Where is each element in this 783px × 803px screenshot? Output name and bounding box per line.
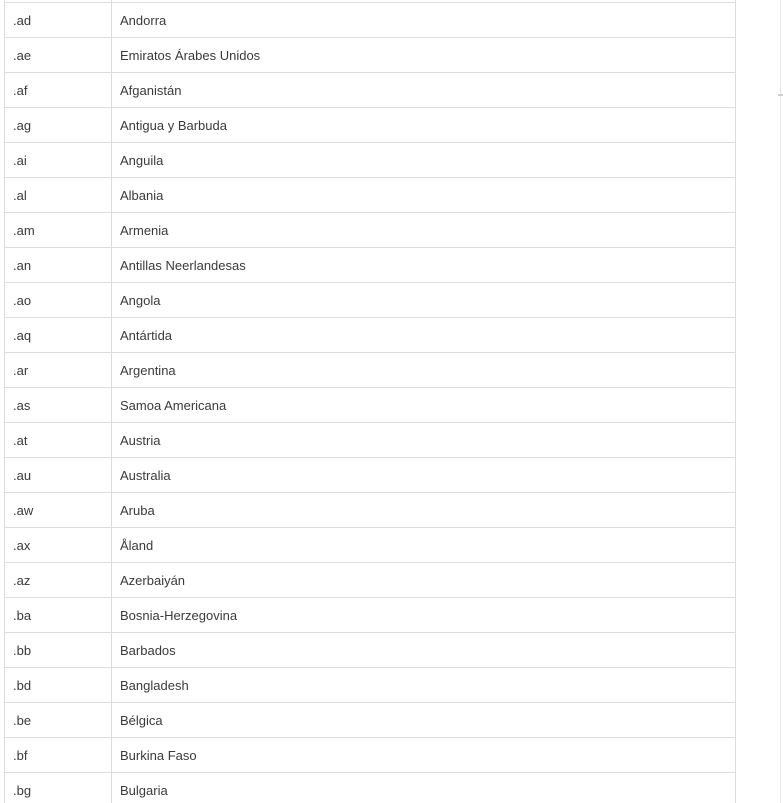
tld-code-cell: .an [5, 248, 112, 283]
tld-code-cell: .at [5, 423, 112, 458]
country-name-cell: Albania [112, 178, 736, 213]
table-row [5, 353, 736, 388]
tld-code-cell: .au [5, 458, 112, 493]
country-name-cell: Åland [112, 528, 736, 563]
country-name-cell: Australia [112, 458, 736, 493]
table-row [5, 143, 736, 178]
country-name-cell: Anguila [112, 143, 736, 178]
country-name-cell: Antártida [112, 318, 736, 353]
country-name-cell: Azerbaiyán [112, 563, 736, 598]
tld-code-cell: .az [5, 563, 112, 598]
table-row [5, 528, 736, 563]
country-name-cell: Barbados [112, 633, 736, 668]
table-row [5, 318, 736, 353]
tld-code-cell: .ax [5, 528, 112, 563]
tld-code-cell: .aq [5, 318, 112, 353]
country-name-cell: Angola [112, 283, 736, 318]
tld-code-cell: .ar [5, 353, 112, 388]
tld-code-cell: .ba [5, 598, 112, 633]
tld-code-cell: .bf [5, 738, 112, 773]
country-name-cell: Bulgaria [112, 773, 736, 803]
table-row [5, 633, 736, 668]
country-name-cell: Andorra [112, 3, 736, 38]
country-name-cell: Antigua y Barbuda [112, 108, 736, 143]
tld-code-cell: .af [5, 73, 112, 108]
tld-table [4, 0, 736, 803]
tld-code-cell: .bb [5, 633, 112, 668]
tld-code-cell: .ao [5, 283, 112, 318]
table-row [5, 458, 736, 493]
tld-code-cell: .as [5, 388, 112, 423]
tld-code-cell: .ad [5, 3, 112, 38]
tld-code-cell: .am [5, 213, 112, 248]
tld-table-body [5, 0, 736, 803]
country-name-cell: Bangladesh [112, 668, 736, 703]
country-name-cell: Bélgica [112, 703, 736, 738]
table-row [5, 423, 736, 458]
tld-code-cell: .bg [5, 773, 112, 803]
tld-code-cell: .al [5, 178, 112, 213]
tld-code-cell: .be [5, 703, 112, 738]
country-name-cell: Emiratos Árabes Unidos [112, 38, 736, 73]
country-name-cell: Antillas Neerlandesas [112, 248, 736, 283]
country-name-cell: Armenia [112, 213, 736, 248]
country-name-cell: Samoa Americana [112, 388, 736, 423]
country-name-cell: Aruba [112, 493, 736, 528]
table-row [5, 283, 736, 318]
table-row [5, 248, 736, 283]
table-row [5, 178, 736, 213]
tld-code-cell: .bd [5, 668, 112, 703]
table-row [5, 598, 736, 633]
tld-code-cell: .aw [5, 493, 112, 528]
table-row [5, 213, 736, 248]
country-name-cell: Burkina Faso [112, 738, 736, 773]
table-row [5, 108, 736, 143]
country-name-cell: Afganistán [112, 73, 736, 108]
scrollbar-thumb[interactable] [778, 94, 783, 96]
country-name-cell: Argentina [112, 353, 736, 388]
scrollbar-divider [780, 0, 781, 803]
table-row [5, 563, 736, 598]
table-row [5, 388, 736, 423]
tld-code-cell: .ag [5, 108, 112, 143]
tld-code-cell: .ae [5, 38, 112, 73]
table-row [5, 3, 736, 38]
country-name-cell: Bosnia-Herzegovina [112, 598, 736, 633]
country-name-cell: Austria [112, 423, 736, 458]
table-row [5, 703, 736, 738]
tld-code-cell: .ai [5, 143, 112, 178]
table-row [5, 738, 736, 773]
table-row [5, 773, 736, 803]
table-row [5, 73, 736, 108]
table-row [5, 493, 736, 528]
table-row [5, 38, 736, 73]
table-row [5, 668, 736, 703]
